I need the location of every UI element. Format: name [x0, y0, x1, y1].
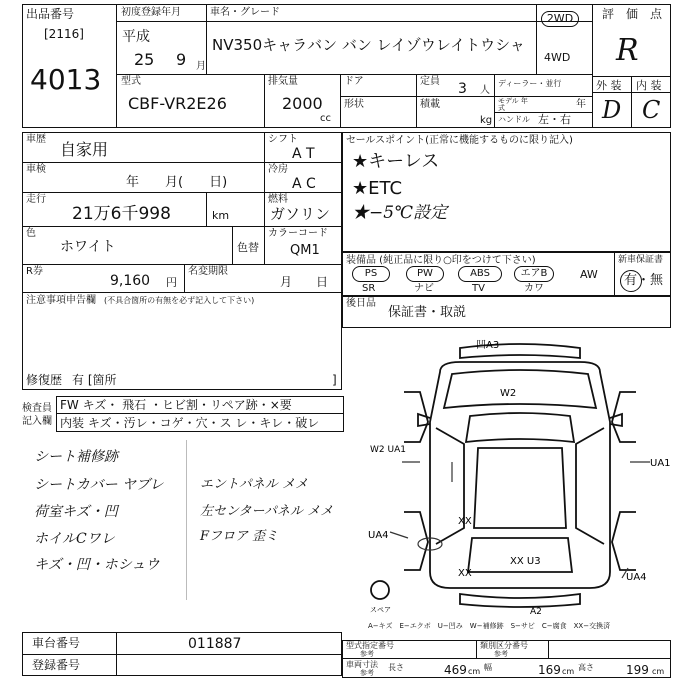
mark-top: 凹A3 [476, 340, 500, 351]
chassis-label: 車台番号 [32, 636, 81, 650]
notes-label: 注意事項申告欄 [26, 295, 96, 306]
color-value: ホワイト [60, 239, 116, 255]
equip-navi: ナビ [414, 283, 434, 294]
registration-label: 初度登録年月 [121, 7, 181, 18]
equip-abs: ABS [458, 266, 502, 282]
color-code-value: QM1 [290, 243, 320, 258]
repair-value: 有 [箇所 [72, 373, 117, 387]
dims-unit-1: cm [468, 667, 481, 676]
inspector-label: 検査員記入欄 [22, 403, 52, 427]
hand-note-5: キズ・凹・ホシュウ [34, 557, 160, 573]
mark-rear-panel: XX U3 [510, 556, 541, 567]
car-name-label: 車名・グレード [210, 7, 280, 18]
int-value: C [642, 96, 661, 124]
dims-unit-3: cm [652, 667, 665, 676]
mileage-value: 21万6千998 [72, 204, 171, 224]
spare-label: スペア [370, 606, 391, 614]
dims-height: 199 [626, 663, 649, 677]
sales-item-3: ★−5℃設定 [352, 203, 448, 223]
dims-length-label: 長さ [388, 663, 404, 672]
class-num-label: 類別区分番号 [480, 641, 528, 650]
int-label: 内 装 [636, 79, 662, 92]
shift-label: シフト [268, 134, 298, 145]
mileage-unit: km [212, 209, 230, 222]
hand-note-3: 荷室キズ・凹 [34, 504, 118, 520]
capacity-label: 定員 [420, 76, 440, 87]
equip-pw: PW [406, 266, 444, 282]
registration-month: 9 [176, 50, 187, 69]
displacement-label: 排気量 [268, 76, 298, 87]
dims-height-label: 高さ [578, 663, 594, 672]
name-change-label: 名変期限 [188, 266, 228, 277]
hand-note-6: エントパネル メメ [200, 477, 308, 492]
docs-label: 後日品 [346, 298, 376, 309]
usage-value: 自家用 [60, 140, 109, 159]
model-year-unit: 年 [576, 99, 586, 110]
capacity-unit: 人 [480, 85, 490, 96]
load-label: 積載 [420, 99, 440, 110]
dims-sub: 参考 [360, 669, 374, 677]
registration-era: 平成 [122, 29, 150, 45]
recycle-value: 9,160 [110, 273, 151, 289]
mark-right-rear: UA4 [626, 572, 647, 583]
inspection-label: 車検 [26, 164, 46, 175]
mark-hood: W2 [500, 388, 517, 399]
sales-item-1: ★キーレス [352, 151, 440, 172]
docs-value: 保証書・取説 [388, 305, 467, 320]
sales-label: セールスポイント(正常に機能するものに限り記入) [346, 135, 573, 146]
equip-tv: TV [472, 283, 485, 294]
model-label: 型式 [121, 76, 141, 87]
mark-left-quarter: XX [458, 568, 472, 579]
shape-label: 形状 [344, 99, 364, 110]
handle-label: ハンドル [498, 115, 530, 124]
inspection-value: 年 月( 日) [126, 175, 228, 190]
hand-note-8: Fフロア 歪ミ [200, 529, 279, 544]
plate-label: 登録番号 [32, 658, 81, 672]
dims-length: 469 [444, 663, 467, 677]
damage-diagram [360, 332, 680, 616]
warranty-circle [620, 270, 642, 292]
fuel-value: ガソリン [270, 205, 331, 223]
equipment-label: 装備品 (純正品に限り○印をつけて下さい) [346, 255, 536, 266]
dims-unit-2: cm [562, 667, 575, 676]
load-unit: kg [480, 115, 493, 126]
hand-note-7: 左センターパネル メメ [200, 504, 333, 519]
ext-label: 外 装 [596, 79, 622, 92]
drive-4wd: 4WD [544, 51, 571, 64]
dims-width-label: 幅 [484, 663, 492, 672]
registration-year: 25 [134, 50, 155, 69]
dims-width: 169 [538, 663, 561, 677]
equip-ps: PS [352, 266, 390, 282]
ext-value: D [602, 96, 622, 124]
notes-note: (不具合箇所の有無を必ず記入して下さい) [104, 296, 255, 305]
hand-note-1: シート補修跡 [34, 449, 118, 465]
type-num-label: 型式指定番号 [346, 641, 394, 650]
mark-left-front: W2 UA1 [370, 445, 406, 455]
mark-right-front: UA1 [650, 458, 671, 469]
car-name-value: NV350キャラバン バン レイゾウレイトウシャ [212, 36, 525, 54]
equip-airbag: エアB [514, 266, 554, 282]
ac-label: 冷房 [268, 164, 288, 175]
hand-note-4: ホイルCワレ [34, 531, 115, 547]
displacement-value: 2000 [282, 94, 323, 113]
door-label: ドア [344, 76, 364, 87]
registration-month-unit: 月 [196, 61, 206, 72]
repair-label: 修復歴 [26, 373, 63, 387]
equip-leather: カワ [524, 283, 544, 294]
ac-value: A C [292, 176, 316, 192]
class-num-sub: 参考 [494, 650, 508, 658]
lot-label: 出品番号 [26, 7, 75, 21]
drive-2wd: 2WD [541, 11, 579, 27]
mark-left-rear: UA4 [368, 530, 389, 541]
recycle-label: R券 [26, 266, 43, 277]
type-num-sub: 参考 [360, 650, 374, 658]
color-label: 色 [26, 228, 36, 239]
inspector-row2: 内装 キズ・汚レ・コゲ・穴・ス レ・キレ・破レ [60, 416, 320, 430]
fuel-label: 燃料 [268, 194, 288, 205]
mark-rear-bumper: A2 [530, 607, 542, 616]
color-code-label: カラーコード [268, 228, 328, 239]
repair-close: ] [332, 373, 337, 387]
model-value: CBF-VR2E26 [128, 94, 227, 113]
inspector-row1: FW キズ・ 飛石 ・ヒビ割・リペア跡・×要 [60, 398, 292, 412]
lot-sub: [2116] [44, 27, 84, 41]
model-year-label: モデル 年式 [498, 97, 528, 112]
chassis-value: 011887 [188, 636, 242, 652]
displacement-unit: cc [320, 113, 331, 124]
dealer-label: ディーラー・並行 [498, 79, 562, 88]
recycle-unit: 円 [166, 276, 177, 289]
handle-value: 左・右 [538, 113, 571, 126]
hand-note-2: シートカバー ヤブレ [34, 477, 164, 493]
color-change-label: 色替 [237, 241, 259, 254]
usage-label: 車歴 [26, 134, 46, 145]
mileage-label: 走行 [26, 194, 46, 205]
warranty-label: 新車保証書 [618, 255, 664, 265]
capacity-value: 3 [458, 81, 467, 97]
name-change-value: 月 日 [280, 275, 329, 289]
warranty-value: 有・無 [624, 273, 664, 288]
dims-label: 車両寸法 [346, 660, 378, 669]
vehicle-info-frame [22, 132, 342, 390]
legend: A−キズ E−エクボ U−凹み W−補修跡 S−サビ C−腐食 XX−交換済 [368, 622, 611, 630]
grade-value: R [616, 33, 639, 68]
sales-item-2: ★ETC [352, 178, 403, 199]
equip-sr: SR [362, 283, 376, 294]
lot-number: 4013 [30, 63, 102, 96]
grade-label: 評 価 点 [602, 7, 663, 21]
mark-left-door: XX [458, 516, 472, 527]
shift-value: A T [292, 146, 315, 162]
equip-aw: AW [580, 268, 598, 281]
